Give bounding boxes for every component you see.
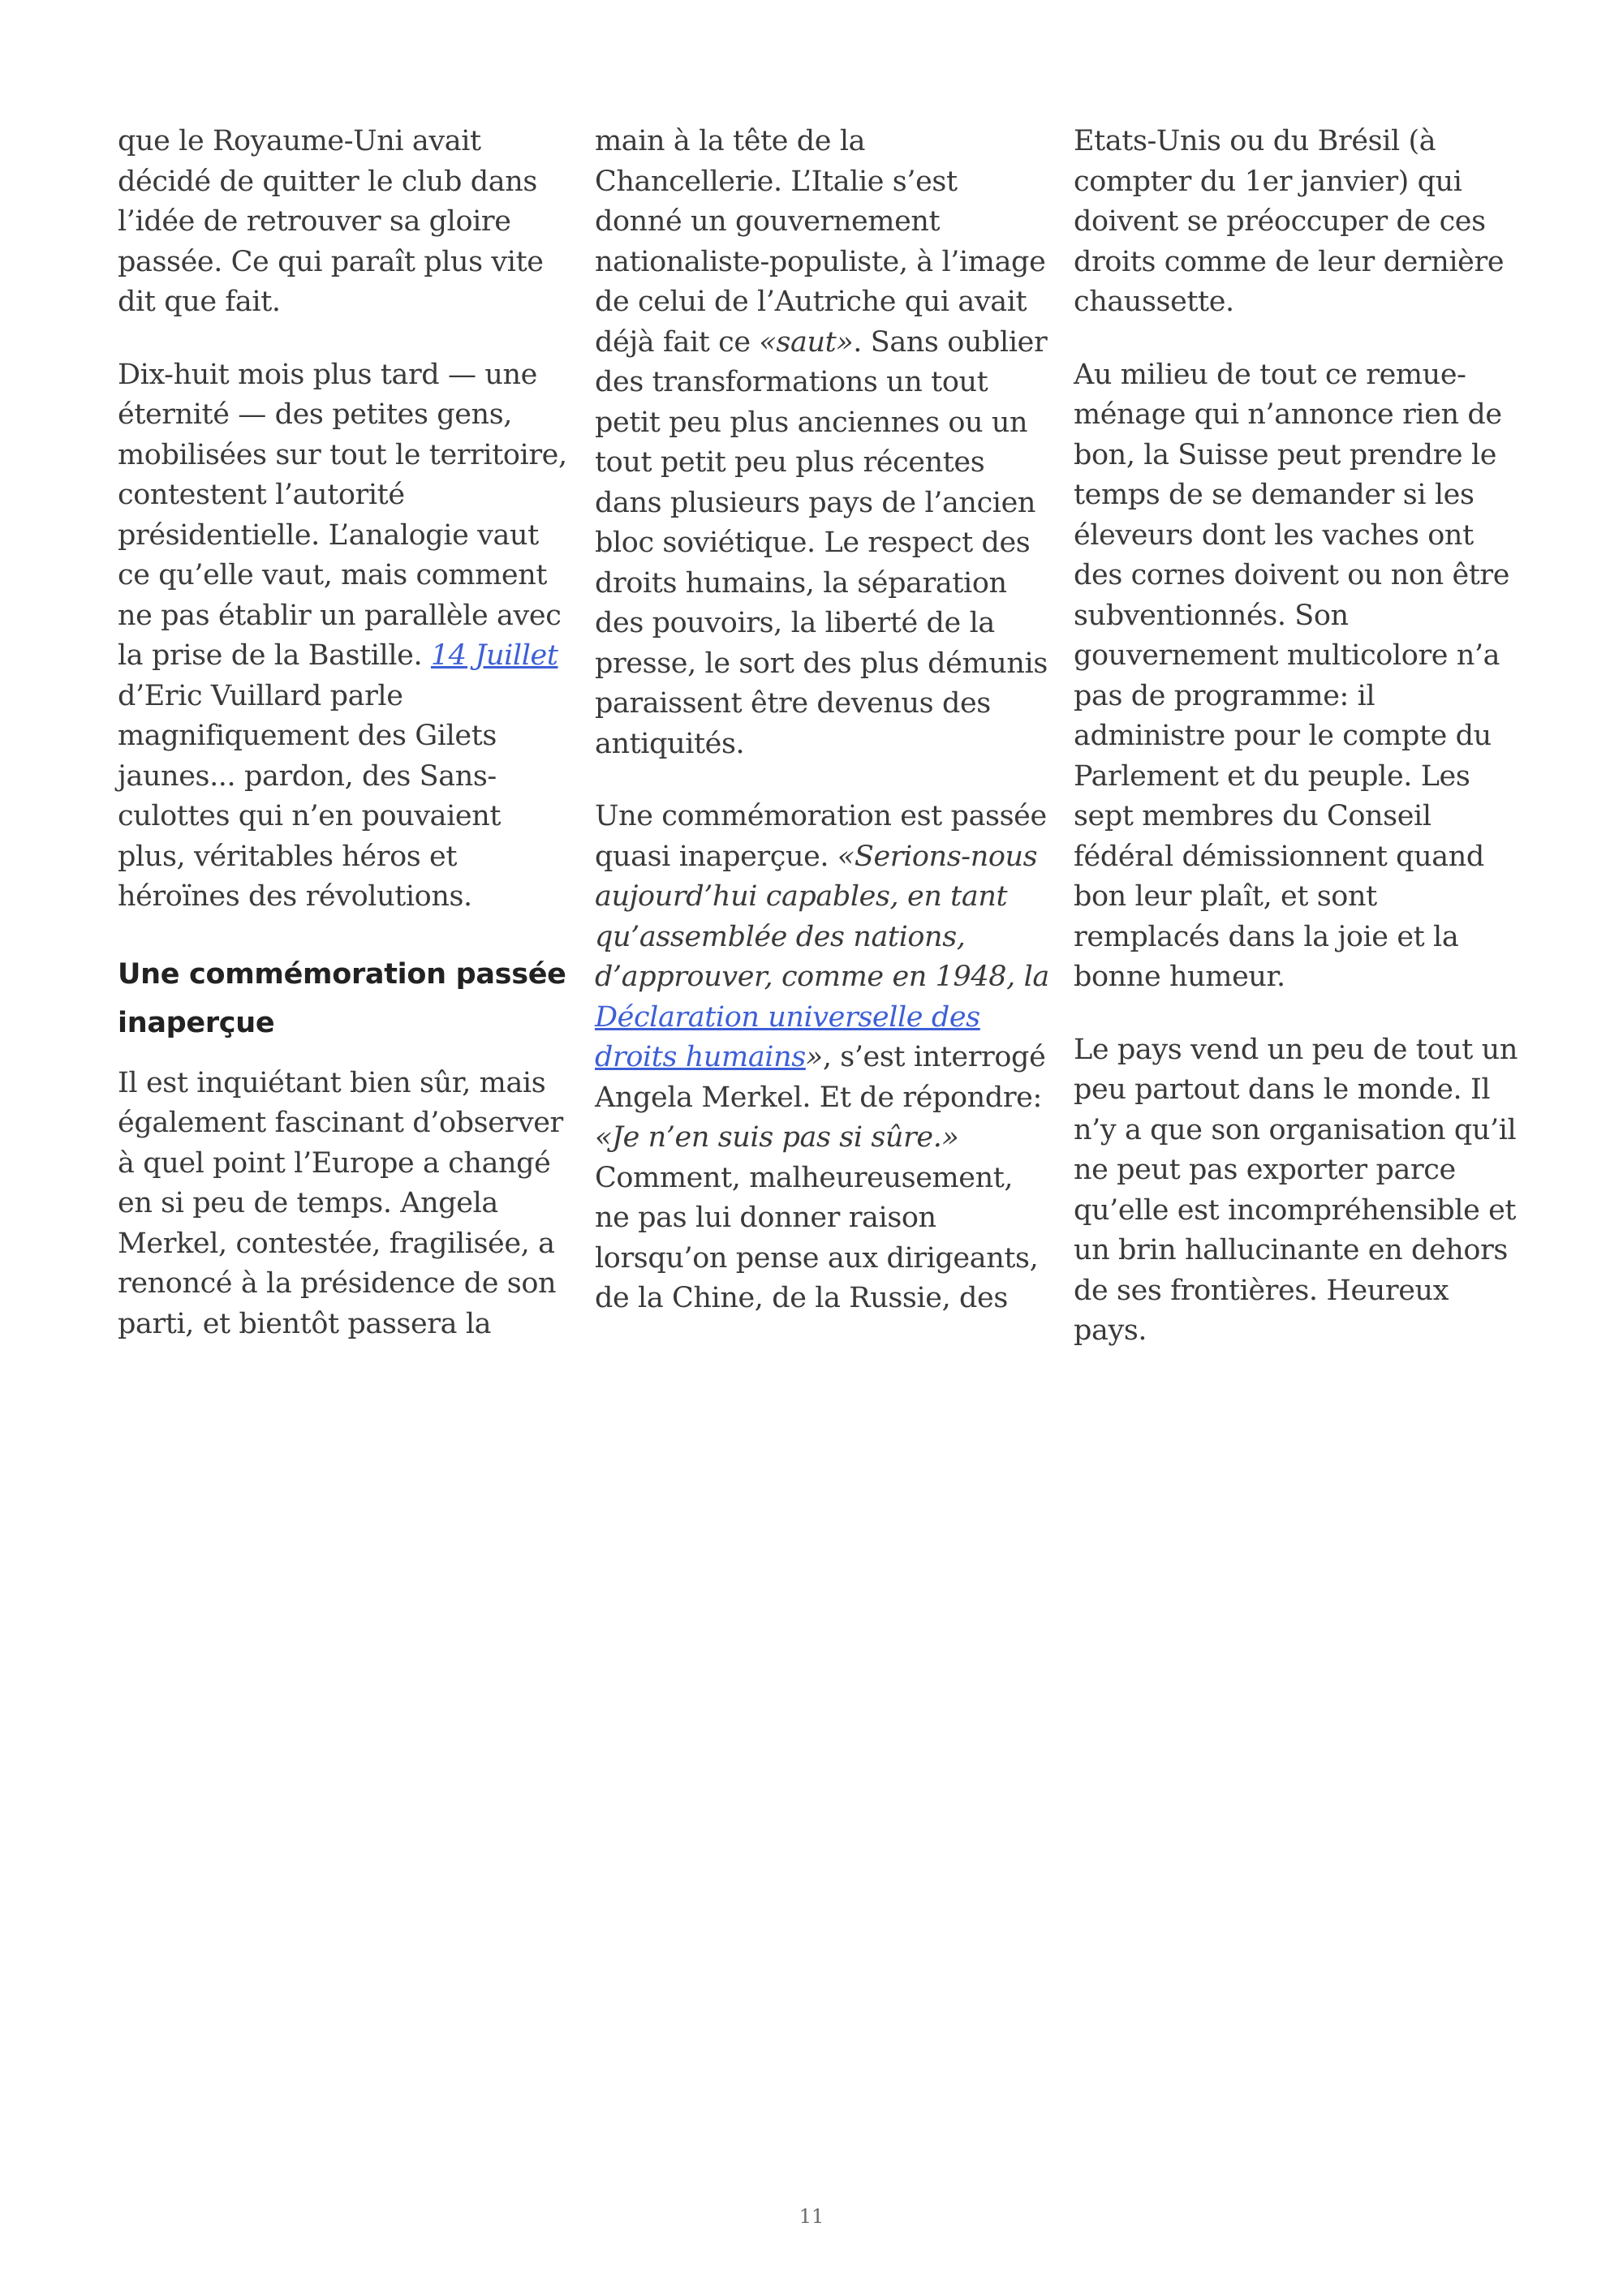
italic-quote: «saut» <box>759 325 854 359</box>
paragraph <box>118 355 572 918</box>
paragraph: Il est inquiétant bien sûr, mais également fascinant d’observer à quel point l’Europe a changé en si peu de temps. Angela Merkel, contestée, fragilisée, a renoncé à la présidence de son parti, et bientôt passera la <box>118 1066 563 1340</box>
paragraph-text: Une commémoration est passée quasi inaperçue. <box>595 800 1047 873</box>
declaration-link[interactable]: Déclaration universelle des droits humains <box>595 1000 980 1073</box>
paragraph <box>595 797 1049 1319</box>
paragraph-text: Dix-huit mois plus tard — une éternité — des petites gens, mobilisées sur tout le territoire, contestent l’autorité présidentielle. L’analogie vaut ce qu’elle vaut, mais comment ne pas établir un parallèle avec la prise de la Bastille. <box>118 358 567 672</box>
paragraph-text: Comment, malheureusement, ne pas lui donner raison lorsqu’on pense aux dirigeants, de la Chine, de la Russie, des <box>595 1161 1039 1314</box>
italic-quote: » <box>805 1041 823 1073</box>
paragraph-text: , s’est interrogé Angela Merkel. Et de répondre: <box>595 1041 1046 1114</box>
text-column-3 <box>1074 122 1528 1384</box>
paragraph: Le pays vend un peu de tout un peu partout dans le monde. Il n’y a que son organisation qu’il ne peut pas exporter parce qu’elle est incompréhensible et un brin hallucinante en dehors de ses frontières. Heureux pays. <box>1074 1033 1518 1347</box>
paragraph-text: d’Eric Vuillard parle magnifiquement des Gilets jaunes... pardon, des Sans-culottes qui n’en pouvaient plus, véritables héros et héroïnes des révolutions. <box>118 679 502 913</box>
paragraph: Etats-Unis ou du Brésil (à compter du 1er janvier) qui doivent se préoccuper de ces droits comme de leur dernière chaussette. <box>1074 125 1505 318</box>
text-column-2 <box>595 122 1049 1352</box>
book-link-14-juillet[interactable]: 14 Juillet <box>430 639 558 672</box>
paragraph <box>595 122 1049 764</box>
paragraph-text: . Sans oublier des transformations un tout petit peu plus anciennes ou un tout petit peu plus récentes dans plusieurs pays de l’ancien bloc soviétique. Le respect des droits humains, la séparation des pouvoirs, la liberté de la presse, le sort des plus démunis paraissent être devenus des antiquités. <box>595 325 1048 760</box>
page-number: 11 <box>799 2205 824 2228</box>
paragraph-text: main à la tête de la Chancellerie. L’Italie s’est donné un gouvernement nationaliste-populiste, à l’image de celui de l’Autriche qui avait déjà fait ce <box>595 125 1046 359</box>
italic-quote: «Je n’en suis pas si sûre.» <box>595 1121 959 1154</box>
text-column-1 <box>118 122 572 1377</box>
paragraph: Au milieu de tout ce remue-ménage qui n’annonce rien de bon, la Suisse peut prendre le temps de se demander si les éleveurs dont les vaches ont des cornes doivent ou non être subventionnés. Son gouvernement multicolore n’a pas de programme: il administre pour le compte du Parlement et du peuple. Les sept membres du Conseil fédéral démissionnent quand bon leur plaît, et sont remplacés dans la joie et la bonne humeur. <box>1074 358 1510 993</box>
section-heading: Une commémoration passée inaperçue <box>118 957 566 1039</box>
paragraph: que le Royaume-Uni avait décidé de quitter le club dans l’idée de retrouver sa gloire passée. Ce qui paraît plus vite dit que fait. <box>118 125 544 318</box>
italic-quote: «Serions-nous aujourd’hui capables, en tant qu’assemblée des nations, d’approuver, comme en 1948, la <box>595 840 1049 993</box>
